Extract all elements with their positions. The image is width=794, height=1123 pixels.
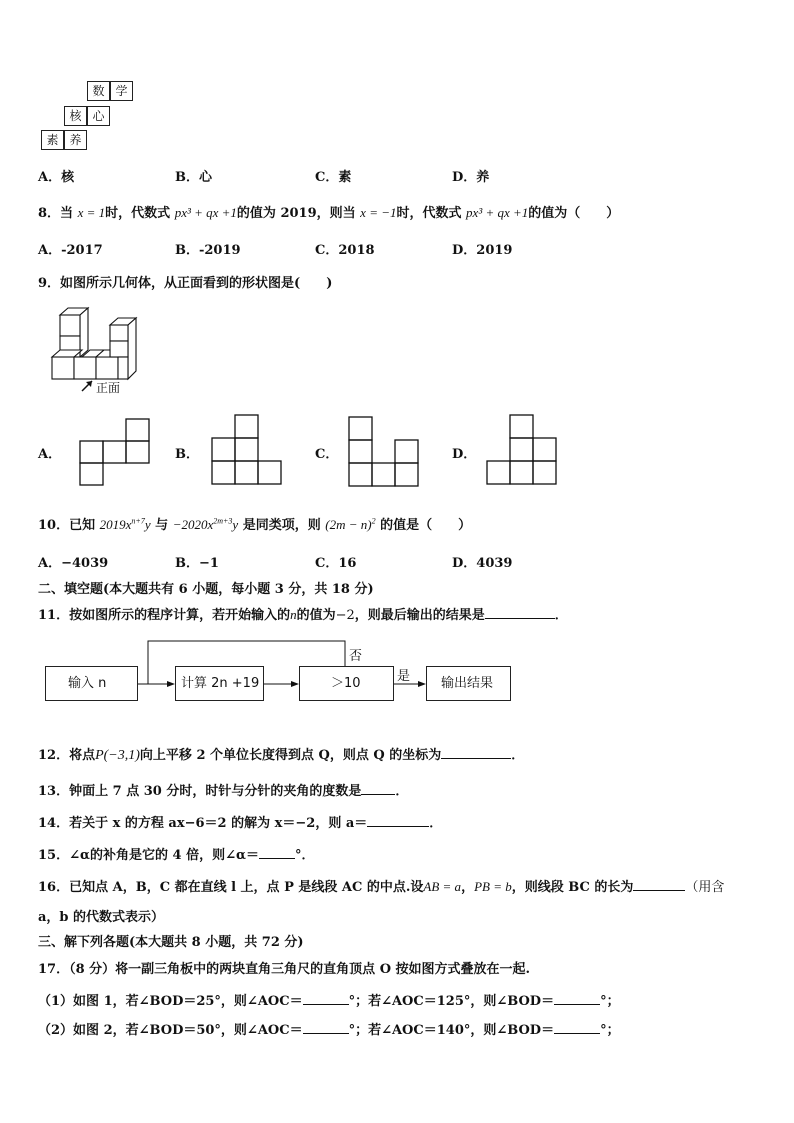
question-12 (38, 744, 524, 764)
q10-number: 10． (38, 518, 70, 533)
flow-yes-label: 是 (397, 669, 411, 684)
q16-eq1: AB = a (423, 879, 462, 894)
q8-option-a[interactable]: A．-2017 (38, 243, 103, 258)
net-cell: 养 (64, 130, 87, 150)
section-2-heading: 二、填空题(本大题共有 6 小题，每小题 3 分，共 18 分) (38, 582, 374, 597)
q17-text: °；若∠AOC＝140°，则∠BOD＝ (348, 1023, 555, 1038)
q11-val: −2 (335, 608, 355, 623)
q10-term1: $2019x^{n+7}y$ (99, 516, 151, 532)
q10-option-c[interactable]: C．16 (315, 556, 357, 571)
q15-text: °． (294, 848, 315, 863)
flow-no-label: 否 (349, 649, 363, 664)
q13-text: ． (395, 784, 409, 799)
q17-text: °； (600, 1023, 620, 1038)
q17-blank-2[interactable] (554, 992, 600, 1005)
q10-text: 与 (155, 518, 169, 533)
q9-option-c[interactable]: C． (315, 447, 339, 462)
net-cell: 心 (87, 106, 110, 126)
flow-compare-label: ＞10 (331, 676, 361, 691)
q8-expr1: px³ + qx +1 (174, 205, 237, 220)
q17-text: °；若∠AOC＝125°，则∠BOD＝ (348, 994, 555, 1009)
q16-text: 16．已知点 A，B，C 都在直线 l 上，点 P 是线段 AC 的中点.设 (38, 880, 424, 895)
q7-option-d[interactable]: D．养 (452, 170, 490, 185)
q10-text: 是同类项，则 (242, 518, 321, 533)
q10-option-b[interactable]: B．−1 (175, 556, 219, 571)
q10-expr: $(2m - n)^2$ (325, 516, 376, 532)
q11-text: ． (554, 608, 568, 623)
question-14 (38, 812, 442, 831)
q8-cond1: x = 1 (77, 205, 106, 220)
flow-compute-box (175, 666, 264, 701)
question-17-part1 (38, 990, 620, 1009)
q14-text: ． (429, 816, 443, 831)
question-17-part2 (38, 1019, 620, 1038)
question-17: 17．（8 分）将一副三角板中的两块直角三角尺的直角顶点 O 按如图方式叠放在一起. (38, 962, 531, 977)
q10-text: 的值是（ ） (380, 518, 472, 533)
q15-answer-blank[interactable] (259, 846, 295, 859)
q17-text: °； (600, 994, 620, 1009)
q8-text: 的值为 2019，则当 (236, 206, 356, 221)
section-3-heading: 三、解下列各题(本大题共 8 小题，共 72 分) (38, 935, 304, 950)
q17-text: （2）如图 2，若∠BOD＝50°，则∠AOC＝ (38, 1023, 303, 1038)
q15-text: 15．∠α的补角是它的 4 倍，则∠α＝ (38, 848, 259, 863)
q17-blank-4[interactable] (554, 1021, 600, 1034)
q8-text: 当 (60, 206, 74, 221)
net-cell: 核 (64, 106, 87, 126)
q8-text: 时，代数式 (396, 206, 462, 221)
q12-text: 12．将点 (38, 748, 96, 763)
q8-option-b[interactable]: B．-2019 (175, 243, 241, 258)
q14-answer-blank[interactable] (367, 814, 429, 827)
flow-input-box (45, 666, 138, 701)
net-cell: 数 (87, 81, 110, 101)
net-cell: 素 (41, 130, 64, 150)
q16-text: ，则线段 BC 的长为 (511, 880, 634, 895)
question-9: 9．如图所示几何体，从正面看到的形状图是( ) (38, 276, 333, 291)
q7-option-b[interactable]: B．心 (175, 170, 212, 185)
flow-compare-box (299, 666, 394, 701)
q8-text: 时，代数式 (105, 206, 171, 221)
q14-text: 14．若关于 x 的方程 ax−6＝2 的解为 x＝−2，则 a＝ (38, 816, 368, 831)
q11-text: ，则最后输出的结果是 (354, 608, 485, 623)
question-15 (38, 844, 315, 863)
net-cell: 学 (110, 81, 133, 101)
flow-compute-label: 计算 2n +19 (181, 676, 260, 691)
q8-option-d[interactable]: D．2019 (452, 243, 513, 258)
q7-option-c[interactable]: C．素 (315, 170, 352, 185)
q17-blank-3[interactable] (303, 1021, 349, 1034)
q10-text: 已知 (69, 518, 96, 533)
q16-answer-blank[interactable] (633, 878, 685, 891)
q10-option-d[interactable]: D．4039 (452, 556, 513, 571)
q16-eq2: PB = b (474, 879, 512, 894)
q12-text: ． (511, 748, 525, 763)
question-16-line2: a，b 的代数式表示） (38, 910, 165, 925)
front-label: 正面 (96, 381, 121, 395)
flow-output-box (426, 666, 511, 701)
q11-var: n (290, 607, 297, 622)
q8-option-c[interactable]: C．2018 (315, 243, 375, 258)
q13-text: 13．钟面上 7 点 30 分时，时针与分针的夹角的度数是 (38, 784, 362, 799)
q17-blank-1[interactable] (303, 992, 349, 1005)
q9-option-b[interactable]: B． (175, 447, 199, 462)
q12-answer-blank[interactable] (441, 746, 511, 759)
flow-output-label: 输出结果 (441, 676, 494, 691)
question-13 (38, 780, 408, 799)
q13-answer-blank[interactable] (361, 782, 395, 795)
q8-text: 的值为（ ） (528, 206, 620, 221)
question-16: 16．已知点 A，B，C 都在直线 l 上，点 P 是线段 AC 的中点.设AB = a，PB = b，则线段 BC 的长为 （用含 (38, 879, 725, 895)
q7-option-a[interactable]: A．核 (38, 170, 75, 185)
q11-text: 11．按如图所示的程序计算，若开始输入的 (38, 608, 291, 623)
q9-option-d[interactable]: D． (452, 447, 477, 462)
q12-text: 向上平移 2 个单位长度得到点 Q，则点 Q 的坐标为 (139, 748, 442, 763)
q8-cond2: x = −1 (360, 205, 397, 220)
q16-text: （用含 (685, 880, 725, 895)
q11-text: 的值为 (296, 608, 336, 623)
q10-option-a[interactable]: A．−4039 (38, 556, 109, 571)
flow-input-label: 输入 n (68, 676, 107, 691)
q10-term2: $-2020x^{2m+3}y$ (172, 516, 239, 532)
q9-option-a[interactable]: A． (38, 447, 62, 462)
q8-expr2: px³ + qx +1 (466, 205, 529, 220)
q12-point: P(−3,1) (95, 748, 140, 763)
q8-number: 8． (38, 206, 61, 221)
q17-text: （1）如图 1，若∠BOD＝25°，则∠AOC＝ (38, 994, 303, 1009)
